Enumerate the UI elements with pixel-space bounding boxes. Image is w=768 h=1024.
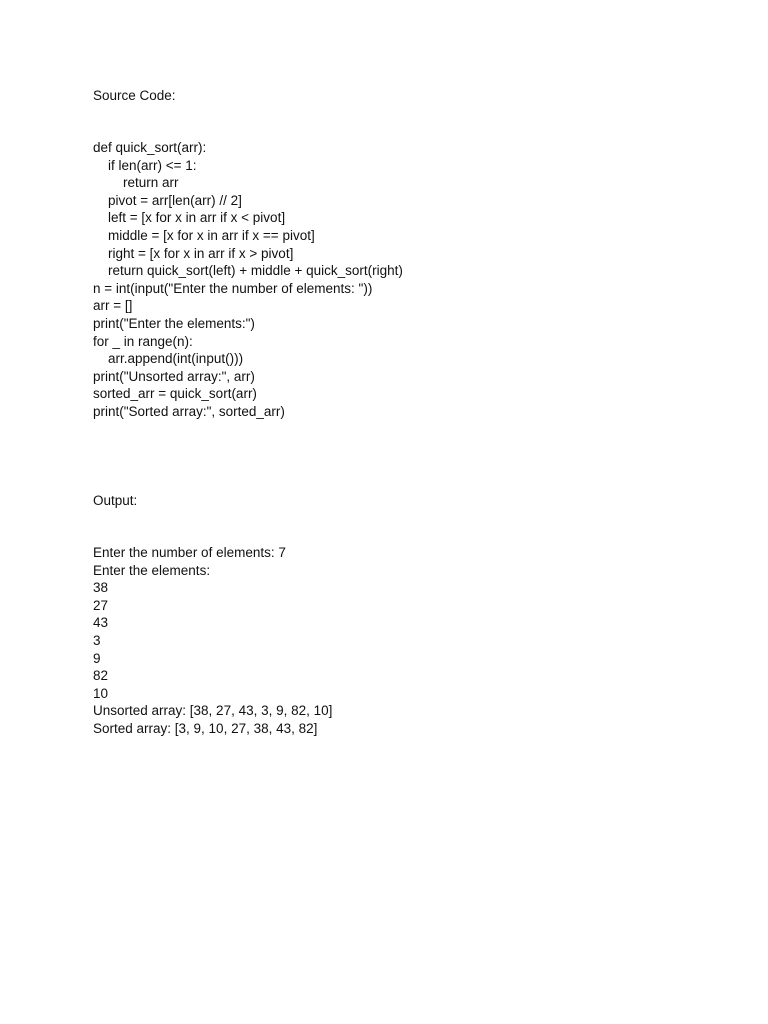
output-line: Sorted array: [3, 9, 10, 27, 38, 43, 82] [93, 720, 318, 736]
code-line: return quick_sort(left) + middle + quick_sort(right) [93, 263, 403, 279]
code-line: print("Enter the elements:") [93, 315, 255, 331]
output-line: 43 [93, 615, 109, 631]
code-line: def quick_sort(arr): [93, 140, 207, 155]
code-line: sorted_arr = quick_sort(arr) [93, 386, 257, 402]
output-line: Enter the elements: [93, 562, 211, 578]
code-line: for _ in range(n): [93, 333, 193, 349]
output-line: Unsorted array: [38, 27, 43, 3, 9, 82, 10] [93, 703, 333, 719]
code-line: if len(arr) <= 1: [93, 157, 197, 173]
code-line: arr = [] [93, 298, 133, 314]
code-line: print("Unsorted array:", arr) [93, 368, 255, 384]
output-line: 10 [93, 685, 109, 701]
source-code-block [93, 139, 403, 421]
code-line: left = [x for x in arr if x < pivot] [93, 210, 286, 226]
output-heading: Output: [93, 493, 138, 508]
output-line: 9 [93, 650, 101, 666]
output-line: 3 [93, 632, 101, 648]
code-line: n = int(input("Enter the number of elements: ")) [93, 280, 373, 296]
output-line: 82 [93, 668, 109, 684]
output-line: 27 [93, 597, 109, 613]
output-line: 38 [93, 580, 109, 596]
source-code-heading: Source Code: [93, 88, 176, 103]
code-line: print("Sorted array:", sorted_arr) [93, 403, 285, 419]
code-line: middle = [x for x in arr if x == pivot] [93, 227, 315, 243]
code-line: arr.append(int(input())) [93, 351, 244, 367]
output-block [93, 544, 332, 738]
code-line: return arr [93, 175, 179, 191]
output-line: Enter the number of elements: 7 [93, 545, 286, 560]
code-line: pivot = arr[len(arr) // 2] [93, 192, 242, 208]
code-line: right = [x for x in arr if x > pivot] [93, 245, 294, 261]
